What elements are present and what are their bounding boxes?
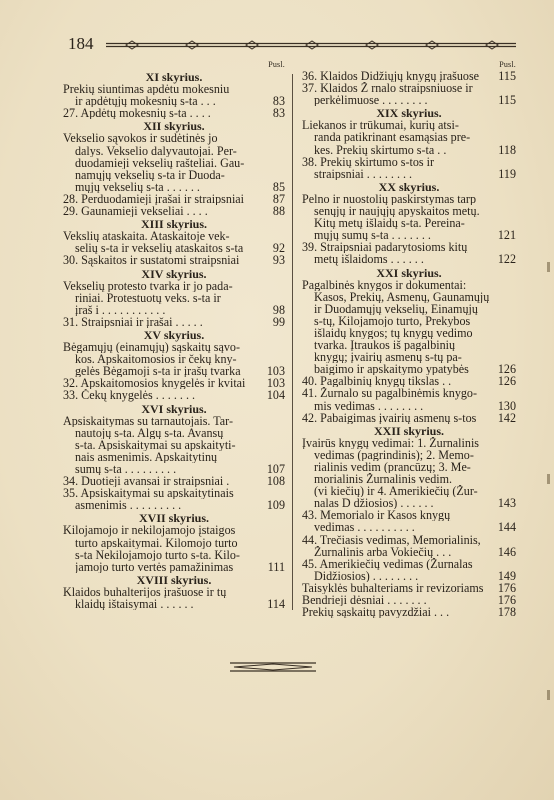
toc-entry-text: Taisyklės buhalteriams ir revizoriams: [302, 581, 484, 595]
toc-text-line: Vekselio sąvokos ir sudėtinės jo: [63, 132, 218, 145]
pusl-label-left: Pusl.: [268, 60, 285, 69]
toc-text-line: Pelno ir nuostolių paskirstymas tarp: [302, 192, 477, 206]
toc-entry: [302, 253, 516, 265]
toc-text-line: senųjų ir naujųjų apyskaitos metų.: [314, 205, 480, 218]
toc-entry-text: straipsniai . . . . . . . .: [314, 167, 413, 180]
chapter-heading: XIX skyrius.: [376, 106, 442, 121]
toc-entry-text: 27. Apdėtų mokesnių s-ta . . . .: [63, 107, 211, 120]
toc-text-line: Kasos, Prekių, Asmenų, Gaunamųjų: [314, 290, 490, 303]
toc-entry: [302, 521, 516, 533]
toc-entry-text: 34. Duotieji avansai ir straipsniai .: [63, 475, 230, 488]
toc-entry-text: 28. Perduodamieji įrašai ir straipsniai: [63, 192, 245, 206]
toc-text-line: turto apskaitymai. Kilomojo turto: [75, 536, 238, 549]
toc-entry: [63, 205, 285, 217]
toc-entry-page: 103: [266, 364, 285, 379]
chapter-heading: XX skyrius.: [378, 179, 440, 194]
toc-text-line: s-ta Nekilojamojo turto s-ta. Kilo-: [75, 548, 240, 561]
toc-entry: [63, 499, 285, 511]
chapter-heading: XIII skyrius.: [140, 217, 208, 232]
toc-entry: [63, 377, 285, 389]
toc-entry-text: nalas D džiosios) . . . . . .: [314, 497, 434, 510]
toc-entry-page: 108: [266, 474, 285, 489]
toc-entry-text: Prekių sąskaitų pavyzdžiai . . .: [302, 606, 450, 619]
toc-left-column: [63, 60, 285, 610]
toc-entry: [302, 497, 516, 509]
pusl-label-right: Pusl.: [499, 60, 516, 69]
chapter-heading: XIV skyrius.: [141, 266, 207, 281]
end-ornament: [230, 660, 316, 674]
toc-text-line: 37. Klaidos Ž rnalo straipsniuose ir: [302, 82, 473, 95]
toc-entry-text: Žurnalinis arba Vokiečių . . .: [314, 545, 452, 558]
toc-text-line: tvarka. Įtraukos iš pagalbinių: [314, 339, 456, 352]
toc-entry: [63, 193, 285, 205]
toc-entry: [63, 304, 285, 316]
toc-entry-text: 33. Čekų knygelės . . . . . . .: [63, 389, 196, 402]
toc-entry: [302, 94, 516, 106]
toc-text-line: knygų; įvairių asmenų s-tų pa-: [314, 351, 462, 364]
toc-entry-page: 114: [267, 597, 285, 612]
toc-text-line: Kitų metų išlaidų s-ta. Pereina-: [314, 217, 465, 230]
toc-right-column: [302, 60, 516, 618]
toc-text-line: 45. Amerikiečių vedimas (Žurnalas: [302, 557, 473, 570]
toc-entry: [302, 363, 516, 375]
toc-entry-page: 109: [266, 498, 285, 513]
toc-text-line: duodamieji vekselių rašteliai. Gau-: [75, 156, 245, 169]
toc-entry-text: metų išlaidoms . . . . . .: [314, 253, 424, 266]
chapter-heading: XI skyrius.: [145, 70, 203, 84]
toc-entry-page: 126: [497, 362, 516, 377]
toc-entry-page: 119: [498, 166, 516, 181]
toc-entry-text: 40. Pagalbinių knygų tikslas . .: [302, 375, 452, 388]
toc-text-line: ir Duodamųjų vekselių, Einamųjų: [314, 302, 478, 315]
toc-entry: [302, 582, 516, 594]
toc-entry-page: 103: [266, 376, 285, 391]
toc-text-line: nautojų s-ta. Algų s-ta. Avansų: [75, 426, 224, 439]
toc-text-line: dalys. Vekselio dalyvautojai. Per-: [75, 144, 237, 157]
toc-entry-page: 115: [498, 93, 516, 108]
toc-entry: [302, 229, 516, 241]
chapter-heading: XXI skyrius.: [376, 265, 442, 280]
toc-entry-page: 176: [497, 580, 516, 595]
toc-entry: [302, 412, 516, 424]
toc-entry-text: 32. Apskaitomosios knygelės ir kvitai: [63, 377, 246, 390]
toc-entry-text: 42. Pabaigimas įvairių asmenų s-tos: [302, 411, 477, 424]
toc-text-line: Apsiskaitymas su tarnautojais. Tar-: [63, 414, 233, 427]
toc-entry: [302, 375, 516, 387]
toc-entry: [302, 606, 516, 618]
toc-entry-text: Didžiosios) . . . . . . . .: [314, 569, 419, 582]
toc-text-line: 39. Straipsniai padarytosioms kitų: [302, 241, 468, 254]
toc-entry-page: 176: [497, 593, 516, 608]
binding-mark: [547, 474, 550, 484]
toc-entry-text: mųjų vekselių s-ta . . . . . .: [75, 180, 200, 193]
toc-entry-text: 31. Straipsniai ir įrašai . . . . .: [63, 315, 203, 328]
toc-entry-text: selių s-ta ir vekselių ataskaitos s-ta: [75, 242, 244, 255]
toc-entry: [63, 181, 285, 193]
toc-entry-page: 83: [272, 94, 285, 109]
chapter-heading: XVII skyrius.: [138, 511, 210, 526]
toc-entry: [63, 107, 285, 119]
toc-text-line: Vekslių ataskaita. Ataskaitoje vek-: [63, 230, 230, 243]
toc-text-line: vedimas (pagrindinis); 2. Memo-: [314, 448, 474, 461]
toc-entry-text: asmenimis . . . . . . . . .: [75, 499, 182, 512]
binding-mark: [547, 262, 550, 272]
toc-entry-page: 93: [272, 253, 285, 268]
toc-entry-page: 146: [497, 544, 516, 559]
toc-text-line: riniai. Protestuotų veks. s-ta ir: [75, 291, 221, 304]
toc-entry-page: 115: [498, 69, 516, 83]
toc-entry: [302, 570, 516, 582]
toc-text-line: randa patikrinant esamąsias pre-: [314, 131, 471, 144]
toc-entry-page: 178: [497, 605, 516, 620]
toc-entry-text: klaidų ištaisymai . . . . . .: [75, 598, 194, 611]
toc-text-line: Klaidos buhalterijos įrašuose ir tų: [63, 585, 227, 599]
toc-text-line: nais asmenimis. Apskaitytinų: [75, 450, 218, 463]
toc-text-line: namųjų vekselių s-ta ir Duoda-: [75, 168, 225, 181]
toc-entry-page: 118: [498, 142, 516, 157]
toc-entry-text: perkėlimuose . . . . . . . .: [314, 94, 428, 107]
toc-entry-page: 143: [497, 496, 516, 511]
toc-entry-text: vedimas . . . . . . . . . .: [314, 521, 415, 534]
toc-text-line: Pagalbinės knygos ir dokumentai:: [302, 278, 467, 291]
toc-entry: [63, 242, 285, 254]
toc-entry-text: 36. Klaidos Didžiųjų knygų įrašuose: [302, 70, 480, 83]
toc-text-line: Prekių siuntimas apdėtu mokesniu: [63, 83, 230, 96]
toc-entry-page: 144: [497, 520, 516, 535]
toc-entry-text: gelės Bėgamoji s-ta ir įrašų tvarka: [75, 365, 241, 378]
chapter-heading: XVI skyrius.: [141, 401, 207, 416]
toc-entry-page: 83: [272, 106, 285, 121]
toc-entry: [63, 561, 285, 573]
toc-entry-page: 142: [497, 410, 516, 425]
toc-entry-text: jamojo turto vertės pamažinimas: [75, 560, 234, 573]
toc-text-line: išlaidų knygos; tų knygų vedimo: [314, 326, 473, 340]
page-number: 184: [68, 34, 94, 53]
toc-entry-page: 130: [497, 398, 516, 413]
toc-entry: [302, 168, 516, 180]
toc-entry: [63, 389, 285, 401]
toc-entry-page: 99: [272, 314, 285, 329]
toc-entry-text: įraš i . . . . . . . . . . .: [75, 303, 166, 316]
toc-entry-page: 88: [272, 204, 285, 219]
toc-text-line: 43. Memorialo ir Kasos knygų: [302, 509, 451, 522]
toc-entry-text: mųjų sumų s-ta . . . . . . .: [314, 229, 431, 242]
toc-entry-text: ir apdėtųjų mokesnių s-ta . . .: [75, 95, 216, 108]
toc-text-line: Įvairūs knygų vedimai: 1. Žurnalinis: [302, 436, 480, 449]
toc-entry: [302, 70, 516, 82]
toc-text-line: Liekanos ir trūkumai, kurių atsi-: [302, 119, 459, 132]
toc-text-line: 38. Prekių skirtumo s-tos ir: [302, 155, 435, 168]
toc-entry-page: 92: [272, 241, 285, 256]
toc-entry-text: kes. Prekių skirtumo s-ta . .: [314, 143, 447, 156]
toc-entry-page: 85: [272, 179, 285, 194]
header-ornament: [106, 40, 516, 50]
toc-entry: [63, 463, 285, 475]
toc-entry: [302, 400, 516, 412]
toc-entry: [302, 594, 516, 606]
toc-text-line: rialinis vedim (prancūzų; 3. Me-: [314, 461, 471, 474]
chapter-heading: XVIII skyrius.: [136, 572, 212, 587]
toc-text-line: Kilojamojo ir nekilojamojo įstaigos: [63, 524, 236, 537]
toc-entry-text: Bendrieji dėsniai . . . . . . .: [302, 594, 427, 607]
toc-entry-text: 29. Gaunamieji vekseliai . . . .: [63, 205, 208, 218]
toc-entry: [63, 95, 285, 107]
toc-text-line: morialinis Žurnalinis vedim.: [314, 473, 453, 486]
chapter-heading: XXII skyrius.: [373, 423, 445, 438]
chapter-heading: XII skyrius.: [143, 119, 205, 134]
toc-entry-text: 30. Sąskaitos ir sustatomi straipsniai: [63, 254, 240, 267]
toc-entry-page: 111: [267, 559, 285, 574]
column-divider: [292, 74, 293, 610]
toc-entry: [63, 254, 285, 266]
toc-entry-page: 104: [266, 388, 285, 403]
binding-mark: [547, 690, 550, 700]
toc-text-line: kos. Apskaitomosios ir čekų kny-: [75, 353, 237, 366]
toc-entry-page: 126: [497, 374, 516, 389]
toc-text-line: (vi kiečių) ir 4. Amerikiečių (Žur-: [314, 485, 478, 498]
toc-entry: [63, 598, 285, 610]
toc-entry: [302, 546, 516, 558]
toc-entry-page: 149: [497, 568, 516, 583]
toc-entry-text: baigimo ir apskaitymo ypatybės: [314, 363, 469, 376]
toc-text-line: 35. Apsiskaitymai su apskaitytinais: [63, 487, 234, 500]
toc-entry: [63, 316, 285, 328]
toc-text-line: s-tų, Kilojamojo turto, Prekybos: [314, 314, 471, 327]
toc-entry-page: 98: [272, 302, 285, 317]
toc-entry-page: 122: [497, 252, 516, 267]
toc-entry: [63, 365, 285, 377]
toc-entry-page: 87: [272, 191, 285, 206]
toc-text-line: 44. Trečiasis vedimas, Memorialinis,: [302, 533, 481, 546]
toc-entry: [63, 475, 285, 487]
toc-entry-page: 107: [266, 462, 285, 476]
toc-text-line: s-ta. Apsiskaitymai su apskaityti-: [75, 438, 236, 451]
toc-entry-page: 121: [497, 228, 516, 243]
toc-text-line: Bėgamųjų (einamųjų) sąskaitų sąvo-: [63, 341, 240, 354]
toc-text-line: 41. Žurnalo su pagalbinėmis knygo-: [302, 387, 477, 400]
toc-text-line: Vekselių protesto tvarka ir jo pada-: [63, 279, 233, 292]
toc-entry-text: sumų s-ta . . . . . . . . .: [75, 463, 177, 476]
toc-entry-text: mis vedimas . . . . . . . .: [314, 399, 424, 412]
chapter-heading: XV skyrius.: [143, 327, 205, 342]
toc-entry: [302, 144, 516, 156]
